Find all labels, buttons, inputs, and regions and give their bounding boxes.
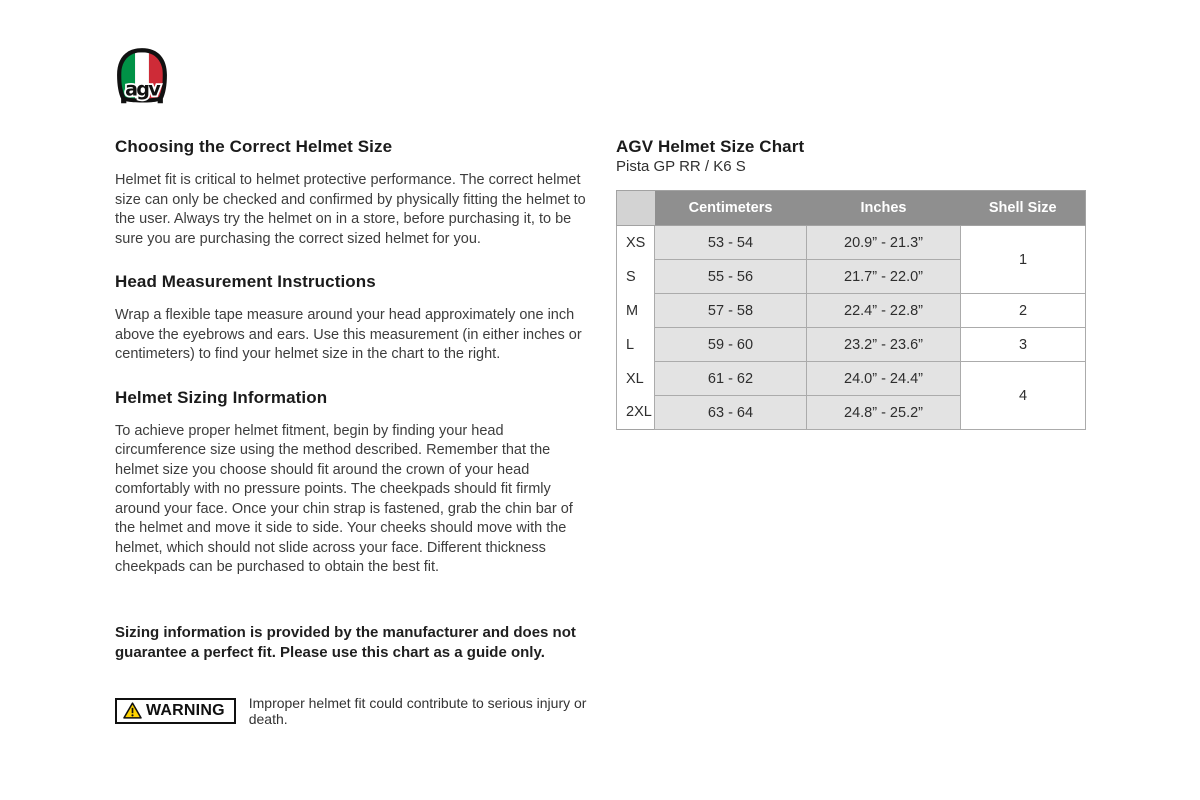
table-row [617, 328, 1086, 362]
inches-cell: 20.9” - 21.3” [807, 226, 961, 260]
size-table-body [617, 226, 1086, 430]
centimeters-cell: 63 - 64 [655, 396, 807, 430]
shell-size-cell: 4 [961, 362, 1086, 430]
warning-row [115, 695, 587, 727]
size-label-cell: S [617, 260, 655, 294]
inches-cell: 24.0” - 24.4” [807, 362, 961, 396]
size-chart-subtitle: Pista GP RR / K6 S [616, 158, 746, 175]
agv-logo [113, 47, 171, 105]
header-shell-size: Shell Size [961, 191, 1086, 226]
manufacturer-disclaimer: Sizing information is provided by the manufacturer and does not guarantee a perfect fit. Please use this chart as a guide only. [115, 623, 576, 661]
size-label-cell: L [617, 328, 655, 362]
section-sizing-information [115, 387, 587, 578]
table-row [617, 362, 1086, 396]
table-row [617, 294, 1086, 328]
warning-text: Improper helmet fit could contribute to serious injury or death. [248, 694, 587, 727]
inches-cell: 22.4” - 22.8” [807, 294, 961, 328]
header-centimeters: Centimeters [655, 191, 807, 226]
section-choosing-size [115, 136, 587, 249]
size-label-cell: XS [617, 226, 655, 260]
section-heading: Head Measurement Instructions [115, 272, 376, 291]
warning-label: WARNING [146, 701, 225, 719]
header-inches: Inches [807, 191, 961, 226]
centimeters-cell: 57 - 58 [655, 294, 807, 328]
shell-size-cell: 3 [961, 328, 1086, 362]
agv-helmet-logo-icon [113, 47, 171, 105]
shell-size-cell: 2 [961, 294, 1086, 328]
section-head-measurement [115, 271, 587, 365]
centimeters-cell: 55 - 56 [655, 260, 807, 294]
table-header-row [617, 191, 1086, 226]
inches-cell: 21.7” - 22.0” [807, 260, 961, 294]
inches-cell: 24.8” - 25.2” [807, 396, 961, 430]
size-chart-column [616, 136, 1085, 430]
shell-size-cell: 1 [961, 226, 1086, 294]
header-corner-cell [617, 191, 655, 226]
size-label-cell: M [617, 294, 655, 328]
svg-text:agv: agv [125, 77, 159, 101]
section-body: To achieve proper helmet fitment, begin by finding your head circumference size using the method described. Remember that the helmet size you choose should fit around the crown of your head comfortably with no pressure points. The cheekpads should fit firmly around your face. Once your chin strap is fastened, grab the chin bar of the helmet and move it side to side. Your cheeks should move with the helmet, which should not slide across your face. Different thickness cheekpads can be purchased to obtain the best fit. [115, 422, 573, 575]
warning-triangle-icon [123, 702, 142, 719]
helmet-size-table [616, 190, 1086, 430]
inches-cell: 23.2” - 23.6” [807, 328, 961, 362]
sizing-info-column [115, 136, 587, 727]
table-row [617, 226, 1086, 260]
centimeters-cell: 61 - 62 [655, 362, 807, 396]
size-chart-title: AGV Helmet Size Chart [616, 137, 805, 156]
size-label-cell: XL [617, 362, 655, 396]
section-heading: Choosing the Correct Helmet Size [115, 137, 393, 156]
section-heading: Helmet Sizing Information [115, 387, 328, 407]
section-body: Wrap a flexible tape measure around your head approximately one inch above the eyebrows and ears. Use this measurement (in either inches or centimeters) to find your helmet size in the chart to the right. [115, 307, 582, 362]
size-label-cell: 2XL [617, 396, 655, 430]
section-body: Helmet fit is critical to helmet protective performance. The correct helmet size can only be checked and confirmed by physically fitting the helmet to the user. Always try the helmet on in a store, before purchasing it, to be sure you are purchasing the correct sized helmet for you. [115, 172, 586, 247]
centimeters-cell: 59 - 60 [655, 328, 807, 362]
warning-box [115, 698, 236, 724]
centimeters-cell: 53 - 54 [655, 226, 807, 260]
